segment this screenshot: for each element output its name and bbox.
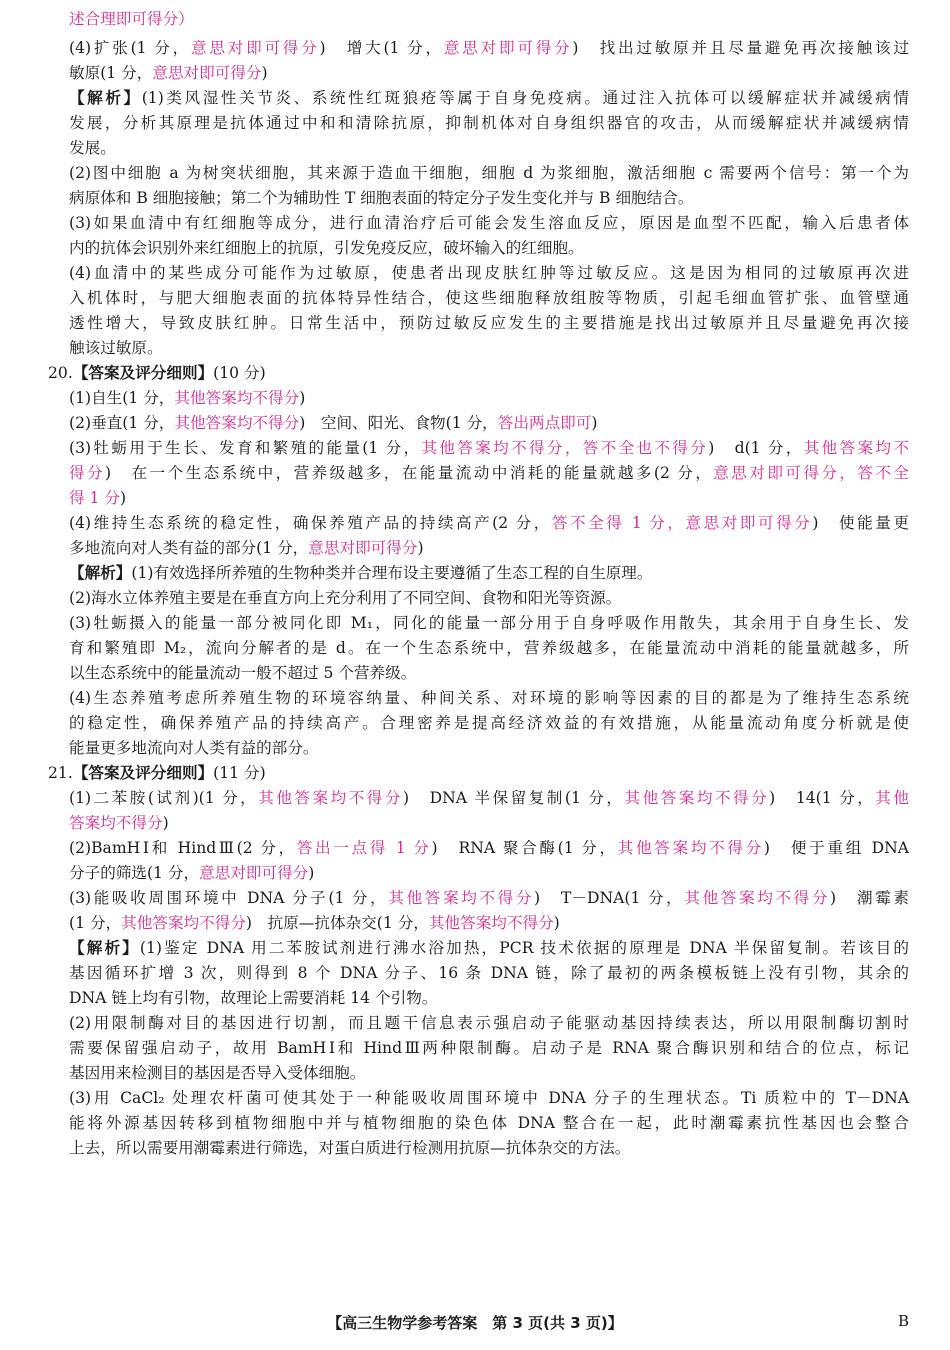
section-label: 【解析】 [69, 88, 142, 107]
text-segment: ) 增大(1 分， [319, 39, 444, 57]
text-segment: DNA 链上均有引物，故理论上需要消耗 14 个引物。 [69, 989, 438, 1007]
text-segment: ) [261, 64, 268, 82]
text-segment: 多地流向对人类有益的部分(1 分， [69, 539, 309, 557]
text-line [69, 287, 909, 309]
text-segment: (3)牡蛎摄入的能量一部分被同化即 M₁，同化的能量一部分用于自身呼吸作用散失，其余用于自身生长、发 [69, 614, 909, 632]
text-segment: (1)类风湿性关节炎、系统性红斑狼疮等属于自身免疫病。通过注入抗体可以缓解症状并减缓病情 [141, 89, 909, 107]
text-segment: 21. [48, 764, 73, 782]
version-mark: B [898, 1312, 910, 1330]
text-segment: ) RNA 聚合酶(1 分， [431, 839, 618, 857]
text-segment: (3)能吸收周围环境中 DNA 分子(1 分， [69, 889, 389, 907]
text-segment: (4)扩张(1 分， [69, 39, 192, 57]
text-line [69, 937, 909, 959]
text-line [69, 737, 319, 759]
text-segment: ) 使能量更 [812, 514, 909, 532]
text-line [48, 762, 266, 784]
text-line [69, 337, 163, 359]
text-line [69, 512, 909, 534]
text-segment: (2)海水立体养殖主要是在垂直方向上充分利用了不同空间、食物和阳光等资源。 [69, 589, 622, 607]
scoring-note: 其他答案均不得分 [684, 889, 831, 907]
text-segment: ) [308, 864, 315, 882]
text-line [69, 987, 437, 1009]
text-line [69, 912, 560, 934]
scoring-note: 其他答案均不得分 [174, 414, 300, 432]
section-label: 【解析】 [69, 938, 140, 957]
text-segment: 发展，分析其原理是抗体通过中和和清除抗原，抑制机体对自身组织器官的攻击，从而缓解症状并减缓病情 [69, 114, 909, 132]
text-segment: ) [591, 414, 598, 432]
text-segment: (4)生态养殖考虑所养殖生物的环境容纳量、种间关系、对环境的影响等因素的目的都是为了维持生态系统 [69, 689, 909, 707]
scoring-note: 答案均不得分 [69, 814, 163, 832]
text-line [69, 187, 693, 209]
text-line [69, 1112, 909, 1134]
text-line [69, 462, 909, 484]
text-line [69, 587, 621, 609]
scoring-note: 其他答案均不得分 [174, 389, 300, 407]
text-segment: 育和繁殖即 M₂，流向分解者的是 d。在一个生态系统中，营养级越多，在能量流动中消耗的能量就越多，所 [69, 639, 909, 657]
text-line [69, 537, 424, 559]
text-segment: 的稳定性，确保养殖产品的持续高产。合理密养是提高经济效益的有效措施，从能量流动角度分析就是使 [69, 714, 909, 732]
scoring-note: 得分 [69, 464, 106, 482]
text-segment: 发展。 [69, 139, 116, 157]
scoring-note: 得 1 分 [69, 489, 121, 507]
text-line [69, 1137, 630, 1159]
text-segment: ) T－DNA(1 分， [534, 889, 685, 907]
text-segment: 分子的筛选(1 分， [69, 864, 200, 882]
text-segment: (4)血清中的某些成分可能作为过敏原，使患者出现皮肤红肿等过敏反应。这是因为相同的过敏原再次进 [69, 264, 909, 282]
text-segment: 基因循环扩增 3 次，则得到 8 个 DNA 分子、16 条 DNA 链，除了最初的两条模板链上没有引物，其余的 [69, 964, 909, 982]
scoring-note: 意思对即可得分 [199, 864, 309, 882]
text-line [69, 437, 909, 459]
text-segment: 病原体和 B 细胞接触；第二个为辅助性 T 细胞表面的特定分子发生变化并与 B 细胞结合。 [69, 189, 694, 207]
scoring-note: 其他答案均不得分，答不全也不得分 [421, 439, 709, 457]
text-line [69, 1087, 909, 1109]
text-line [69, 812, 169, 834]
text-line [69, 212, 909, 234]
text-segment: ) 便于重组 DNA [763, 839, 909, 857]
text-line [69, 1012, 909, 1034]
text-line [69, 837, 909, 859]
text-segment: 敏原(1 分， [69, 64, 153, 82]
text-segment: ) 抗原—抗体杂交(1 分， [245, 914, 429, 932]
text-line [69, 662, 416, 684]
text-line [69, 562, 652, 584]
text-segment: (3)用 CaCl₂ 处理农杆菌可使其处于一种能吸收周围环境中 DNA 分子的生理状态。Ti 质粒中的 T－DNA [69, 1089, 909, 1107]
text-segment: ) [417, 539, 424, 557]
text-segment: ) DNA 半保留复制(1 分， [402, 789, 625, 807]
text-line [69, 1062, 365, 1084]
scoring-note: 意思对即可得分 [308, 539, 418, 557]
text-segment: ) [162, 814, 169, 832]
scoring-note: 其他答案均不得分 [617, 839, 764, 857]
text-line [69, 487, 126, 509]
page-footer: 【高三生物学参考答案 第 3 页(共 3 页)】 [327, 1314, 623, 1332]
text-line [69, 87, 909, 109]
text-segment: ) 在一个生态系统中，营养级越多，在能量流动中消耗的能量就越多(2 分， [105, 464, 714, 482]
scoring-note: 答出两点即可 [497, 414, 592, 432]
text-segment: 能将外源基因转移到植物细胞中并与植物细胞的染色体 DNA 整合在一起，此时潮霉素抗性基因也会整合 [69, 1114, 909, 1132]
text-segment: (1)鉴定 DNA 用二苯胺试剂进行沸水浴加热，PCR 技术依据的原理是 DNA 半保留复制。若该目的 [139, 939, 909, 957]
text-segment: ) [553, 914, 560, 932]
text-segment: ) [120, 489, 127, 507]
text-segment: ) 潮霉素 [830, 889, 909, 907]
text-line [69, 62, 268, 84]
text-line [69, 37, 909, 59]
text-line [69, 412, 597, 434]
text-segment: 能量更多地流向对人类有益的部分。 [69, 739, 319, 757]
scoring-note: 其他答案均不得分 [121, 914, 246, 932]
scoring-note: 意思对即可得分 [152, 64, 262, 82]
text-segment: (1)二苯胺(试剂)(1 分， [69, 789, 259, 807]
text-segment: (2)BamHⅠ和 HindⅢ(2 分， [69, 839, 297, 857]
text-segment: (4)维持生态系统的稳定性，确保养殖产品的持续高产(2 分， [69, 514, 552, 532]
text-segment: 透性增大，导致皮肤红肿。日常生活中，预防过敏反应发生的主要措施是找出过敏原并且尽量避免再次接 [69, 314, 909, 332]
scoring-note: 其他答案均不 [803, 439, 909, 457]
text-segment: (1)有效选择所养殖的生物种类并合理布设主要遵循了生态工程的自生原理。 [131, 564, 653, 582]
scoring-note: 述合理即可得分） [69, 10, 194, 28]
section-label: 【答案及评分细则】 [72, 763, 214, 782]
text-line [69, 712, 909, 734]
text-line [69, 387, 305, 409]
text-segment: (1 分， [69, 914, 122, 932]
scoring-note: 其他答案均不得分 [428, 914, 554, 932]
scoring-note: 其他答案均不得分 [388, 889, 535, 907]
text-line [69, 1037, 909, 1059]
text-segment: 入机体时，与肥大细胞表面的抗体特异性结合，使这些细胞释放组胺等物质，引起毛细血管扩张、血管壁通 [69, 289, 909, 307]
text-line [69, 262, 909, 284]
text-segment: (3)牡蛎用于生长、发育和繁殖的能量(1 分， [69, 439, 422, 457]
scoring-note: 其他 [875, 789, 909, 807]
text-line [69, 962, 909, 984]
text-line [69, 787, 909, 809]
text-segment: (3)如果血清中有红细胞等成分，进行血清治疗后可能会发生溶血反应，原因是血型不匹配，输入后患者体 [69, 214, 909, 232]
text-segment: 需要保留强启动子，故用 BamHⅠ和 HindⅢ两种限制酶。启动子是 RNA 聚合酶识别和结合的位点，标记 [69, 1039, 909, 1057]
text-segment: 基因用来检测目的基因是否导入受体细胞。 [69, 1064, 366, 1082]
text-line [69, 162, 909, 184]
section-label: 【解析】 [69, 563, 132, 582]
text-line [69, 237, 584, 259]
text-segment: ) [299, 389, 306, 407]
scoring-note: 其他答案均不得分 [258, 789, 403, 807]
text-segment: ) 14(1 分， [769, 789, 876, 807]
section-label: 【答案及评分细则】 [72, 363, 214, 382]
text-line [69, 687, 909, 709]
text-segment: 以生态系统中的能量流动一般不超过 5 个营养级。 [69, 664, 417, 682]
scoring-note: 答出一点得 1 分 [296, 839, 432, 857]
text-segment: (10 分) [213, 364, 266, 382]
scoring-note: 意思对即可得分 [191, 39, 320, 57]
text-segment: (11 分) [213, 764, 266, 782]
text-segment: 20. [48, 364, 73, 382]
text-segment: ) 找出过敏原并且尽量避免再次接触该过 [572, 39, 909, 57]
scoring-note: 意思对即可得分 [443, 39, 573, 57]
text-line [69, 887, 909, 909]
text-line [69, 137, 116, 159]
text-line [48, 362, 266, 384]
text-line [69, 612, 909, 634]
text-segment: (2)图中细胞 a 为树突状细胞，其来源于造血干细胞，细胞 d 为浆细胞，激活细胞 c 需要两个信号：第一个为 [69, 164, 909, 182]
text-line [69, 112, 909, 134]
text-segment: 触该过敏原。 [69, 339, 163, 357]
text-segment: ) d(1 分， [708, 439, 804, 457]
text-segment: (2)用限制酶对目的基因进行切割，而且题干信息表示强启动子能驱动基因持续表达，所以用限制酶切割时 [69, 1014, 909, 1032]
text-line [69, 312, 909, 334]
text-segment: ) 空间、阳光、食物(1 分， [299, 414, 498, 432]
scoring-note: 答不全得 1 分，意思对即可得分 [551, 514, 813, 532]
text-line [69, 862, 314, 884]
text-segment: (2)垂直(1 分， [69, 414, 175, 432]
text-segment: (1)自生(1 分， [69, 389, 175, 407]
text-line [69, 637, 909, 659]
text-segment: 内的抗体会识别外来红细胞上的抗原，引发免疫反应，破坏输入的红细胞。 [69, 239, 584, 257]
scoring-note: 其他答案均不得分 [624, 789, 770, 807]
text-segment: 上去，所以需要用潮霉素进行筛选，对蛋白质进行检测用抗原—抗体杂交的方法。 [69, 1139, 631, 1157]
scoring-note: 意思对即可得分，答不全 [713, 464, 909, 482]
text-line [69, 8, 194, 30]
